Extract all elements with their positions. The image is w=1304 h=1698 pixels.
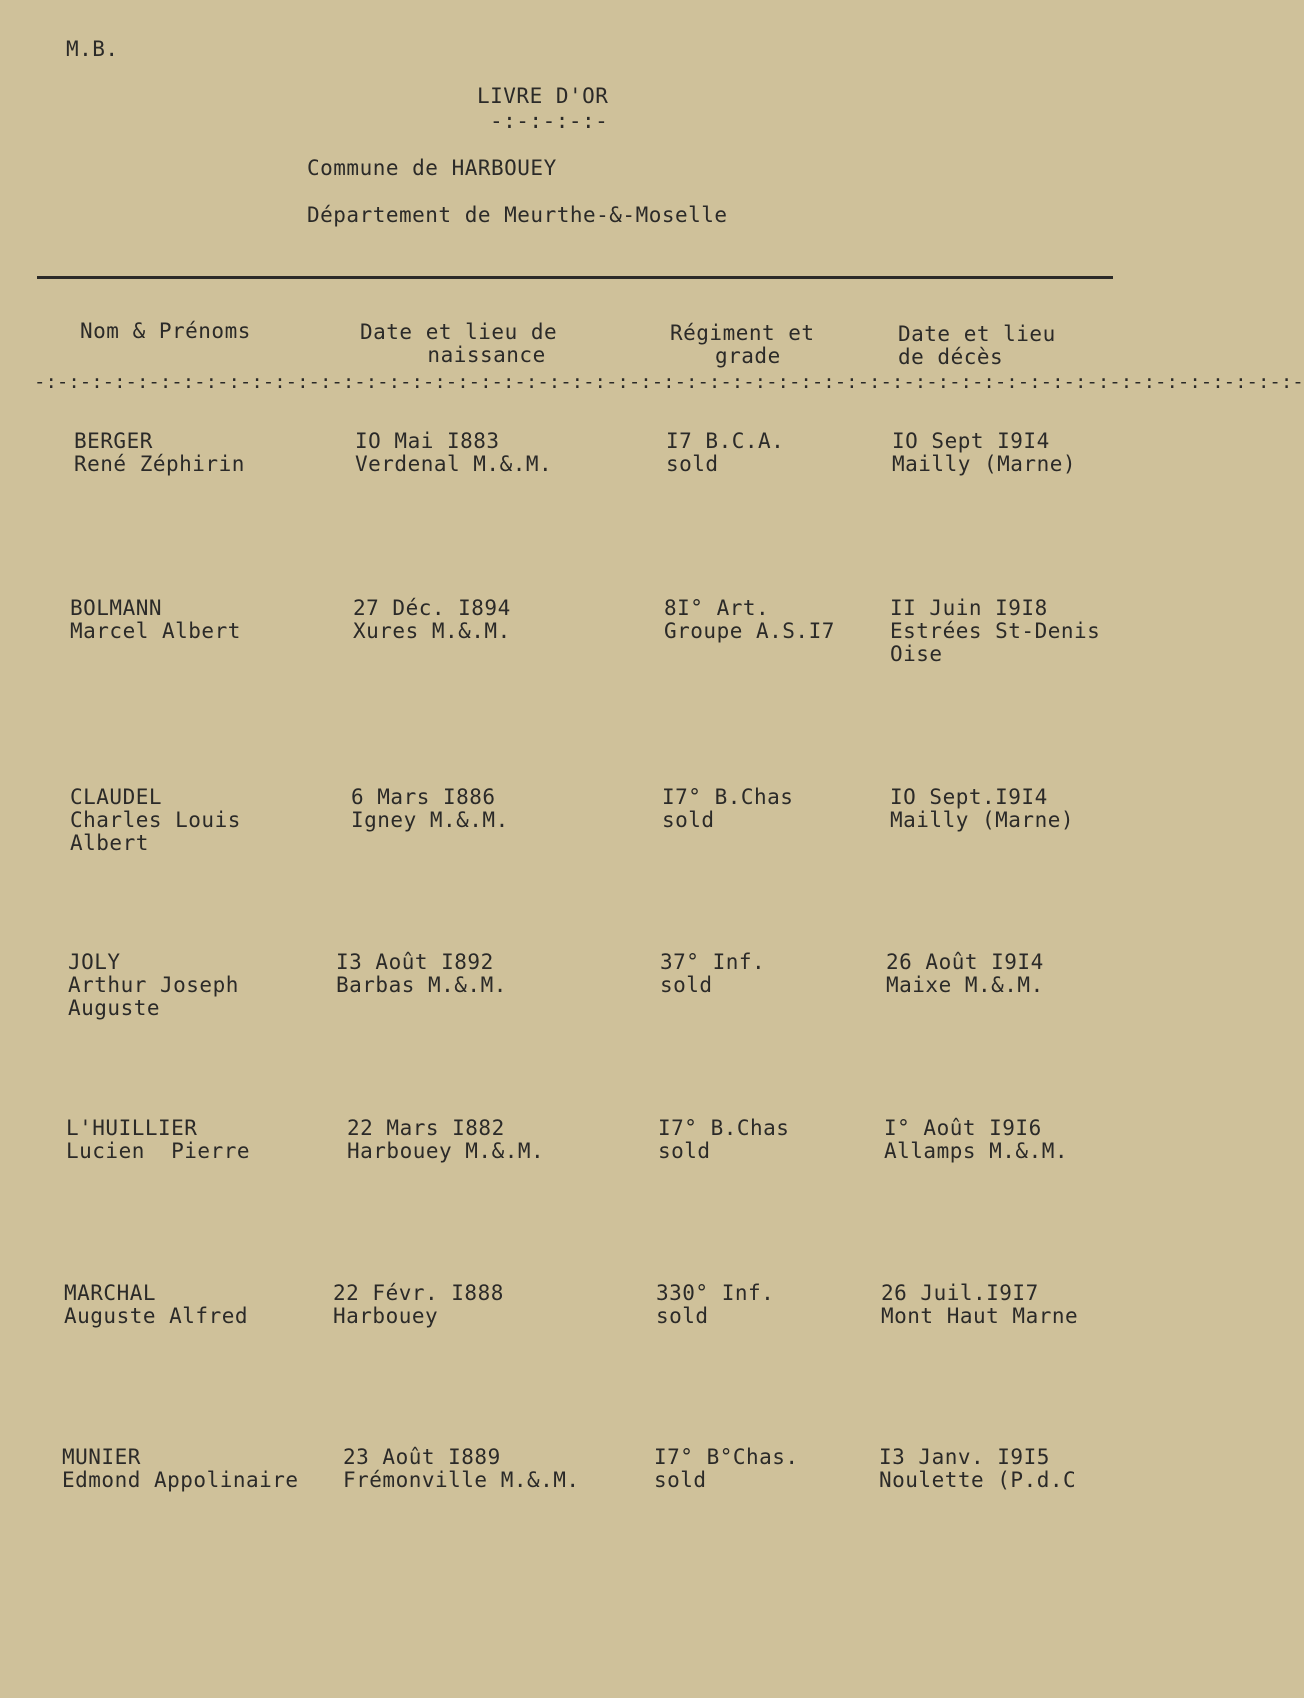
cell-line: Frémonville M.&.M. <box>343 1468 580 1492</box>
cell-line: BOLMANN <box>70 596 163 620</box>
cell-name <box>66 1117 250 1163</box>
cell-line: I7° B.Chas <box>658 1116 790 1140</box>
cell-line: 22 Mars I882 <box>347 1116 505 1140</box>
commune-line: Commune de HARBOUEY <box>307 156 557 180</box>
cell-line: Xures M.&.M. <box>353 619 511 643</box>
cell-line: Marcel Albert <box>70 619 241 643</box>
cell-death <box>886 951 1044 997</box>
cell-birth <box>343 1446 580 1492</box>
cell-line: Oise <box>890 642 943 666</box>
cell-line: II Juin I9I8 <box>890 596 1048 620</box>
column-header-regiment: Régiment et grade <box>670 321 815 368</box>
cell-line: L'HUILLIER <box>66 1116 198 1140</box>
cell-line: 8I° Art. <box>664 596 770 620</box>
cell-line: Mailly (Marne) <box>892 452 1077 476</box>
cell-birth <box>336 951 507 997</box>
cell-line: CLAUDEL <box>70 785 163 809</box>
cell-line: MARCHAL <box>64 1281 157 1305</box>
cell-line: I7 B.C.A. <box>666 429 785 453</box>
cell-line: JOLY <box>68 950 121 974</box>
cell-name <box>68 951 239 1020</box>
departement-line: Département de Meurthe-&-Moselle <box>307 203 728 227</box>
cell-name <box>70 597 241 643</box>
cell-line: sold <box>658 1139 711 1163</box>
cell-name <box>64 1282 248 1328</box>
cell-line: sold <box>662 808 715 832</box>
cell-line: Igney M.&.M. <box>351 808 509 832</box>
cell-line: IO Mai I883 <box>355 429 500 453</box>
cell-death <box>884 1117 1068 1163</box>
cell-line: sold <box>656 1304 709 1328</box>
cell-line: Auguste Alfred <box>64 1304 249 1328</box>
cell-line: Groupe A.S.I7 <box>664 619 835 643</box>
column-header-name: Nom & Prénoms <box>80 319 251 343</box>
cell-line: I3 Août I892 <box>336 950 494 974</box>
cell-regiment <box>656 1282 774 1328</box>
cell-line: 27 Déc. I894 <box>353 596 511 620</box>
cell-name <box>70 786 241 855</box>
cell-line: Verdenal M.&.M. <box>355 452 553 476</box>
cell-line: 37° Inf. <box>660 950 766 974</box>
cell-line: I3 Janv. I9I5 <box>879 1445 1050 1469</box>
cell-line: I° Août I9I6 <box>884 1116 1042 1140</box>
cell-death <box>890 786 1074 832</box>
cell-birth <box>353 597 511 643</box>
cell-line: René Zéphirin <box>74 452 245 476</box>
cell-line: MUNIER <box>62 1445 141 1469</box>
cell-line: Edmond Appolinaire <box>62 1468 299 1492</box>
cell-name <box>74 430 245 476</box>
cell-line: BERGER <box>74 429 153 453</box>
header-separator: -:-:-:-:-:-:-:-:-:-:-:-:-:-:-:-:-:-:-:-:-:-:-:-:-:-:-:-:-:-:-:-:-:-:-:-:-:-:-:-:-:-:-:-:-:-:-:-:-:-:-:-:-:-:-:- <box>34 371 1304 393</box>
cell-line: Charles Louis <box>70 808 241 832</box>
cell-line: 26 Août I9I4 <box>886 950 1044 974</box>
cell-line: Noulette (P.d.C <box>879 1468 1077 1492</box>
cell-line: sold <box>660 973 713 997</box>
title-ornament: -:-:-:-:- <box>490 109 609 133</box>
cell-line: I7° B°Chas. <box>654 1445 799 1469</box>
cell-regiment <box>666 430 784 476</box>
cell-line: Harbouey <box>333 1304 439 1328</box>
cell-regiment <box>654 1446 799 1492</box>
cell-birth <box>351 786 509 832</box>
cell-line: Estrées St-Denis <box>890 619 1101 643</box>
cell-line: Mailly (Marne) <box>890 808 1075 832</box>
header-rule <box>37 276 1113 279</box>
cell-line: Harbouey M.&.M. <box>347 1139 545 1163</box>
cell-line: IO Sept.I9I4 <box>890 785 1048 809</box>
cell-line: sold <box>666 452 719 476</box>
cell-regiment <box>664 597 835 643</box>
cell-regiment <box>660 951 765 997</box>
cell-line: 22 Févr. I888 <box>333 1281 504 1305</box>
cell-line: 6 Mars I886 <box>351 785 496 809</box>
cell-name <box>62 1446 299 1492</box>
cell-death <box>892 430 1076 476</box>
cell-line: I7° B.Chas <box>662 785 794 809</box>
cell-line: Lucien Pierre <box>66 1139 251 1163</box>
corner-initials: M.B. <box>66 37 119 61</box>
cell-line: sold <box>654 1468 707 1492</box>
cell-birth <box>333 1282 504 1328</box>
cell-birth <box>347 1117 544 1163</box>
cell-line: 23 Août I889 <box>343 1445 501 1469</box>
cell-line: Mont Haut Marne <box>881 1304 1079 1328</box>
cell-regiment <box>662 786 793 832</box>
column-header-birth: Date et lieu de naissance <box>360 320 558 367</box>
cell-line: Auguste <box>68 996 161 1020</box>
cell-line: Arthur Joseph <box>68 973 239 997</box>
cell-regiment <box>658 1117 789 1163</box>
cell-line: IO Sept I9I4 <box>892 429 1050 453</box>
cell-line: Barbas M.&.M. <box>336 973 507 997</box>
document-title: LIVRE D'OR <box>477 84 609 108</box>
column-header-death: Date et lieu de décès <box>898 322 1056 369</box>
cell-line: Allamps M.&.M. <box>884 1139 1069 1163</box>
cell-death <box>881 1282 1078 1328</box>
cell-birth <box>355 430 552 476</box>
cell-death <box>890 597 1100 666</box>
cell-line: 26 Juil.I9I7 <box>881 1281 1039 1305</box>
cell-line: Maixe M.&.M. <box>886 973 1044 997</box>
cell-death <box>879 1446 1076 1492</box>
cell-line: 330° Inf. <box>656 1281 775 1305</box>
cell-line: Albert <box>70 831 149 855</box>
